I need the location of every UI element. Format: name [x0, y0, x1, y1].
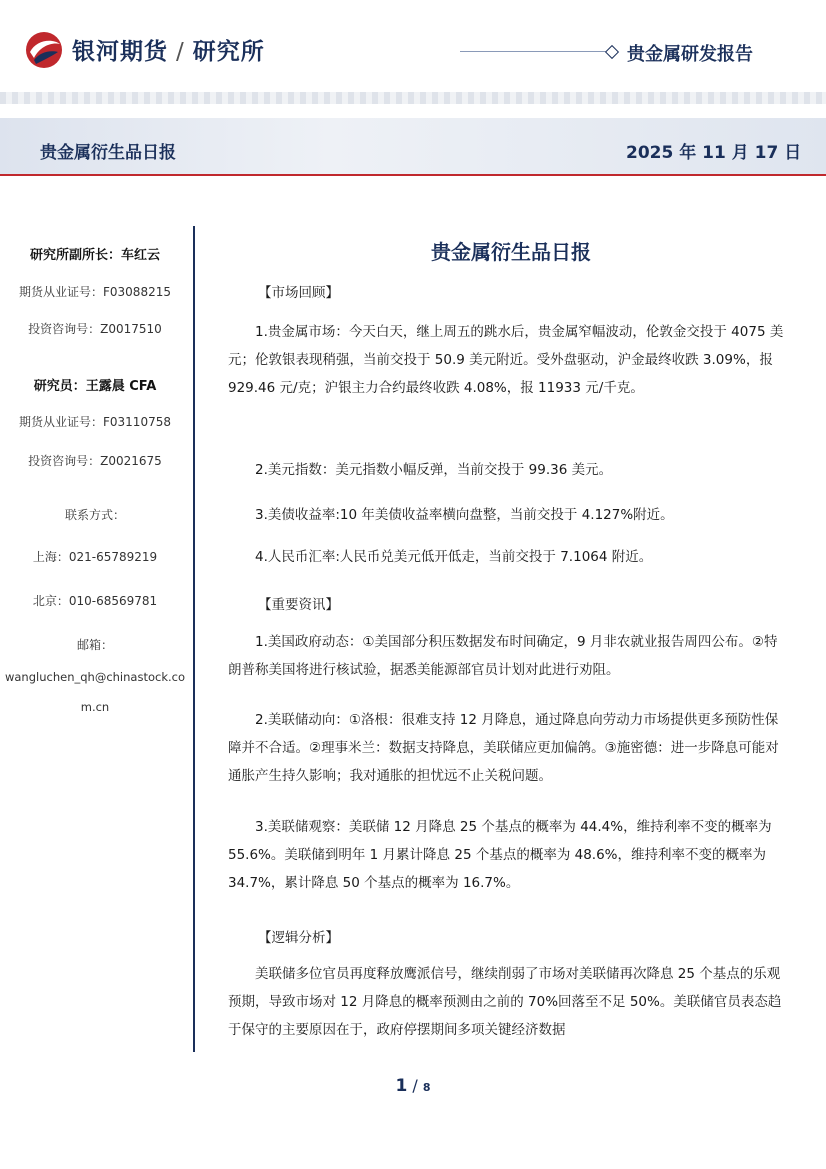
brand-name: 银河期货: [72, 39, 168, 65]
news-paragraph-1: 1.美国政府动态：①美国部分积压数据发布时间确定，9 月非农就业报告周四公布。②特朗普称美国将进行核试验，据悉美能源部官员计划对此进行劝阻。: [228, 634, 778, 678]
email-address-line2[interactable]: m.cn: [80, 700, 110, 714]
email-address-line1[interactable]: wangluchen_qh@chinastock.co: [4, 670, 185, 684]
section-heading-market-review: 【市场回顾】: [258, 285, 339, 301]
logic-paragraph-1: 美联储多位官员再度释放鹰派信号，继续削弱了市场对美联储再次降息 25 个基点的乐观预期，导致市场对 12 月降息的概率预测由之前的 70%回落至不足 50%。美联储官员表态趋于保守的主要原因在于，政府停摆期间多项关键经济数据: [228, 966, 782, 1038]
researcher-license: 期货从业证号：F03110758: [19, 415, 171, 429]
report-type-label: 贵金属研发报告: [627, 44, 753, 65]
sidebar-divider: [193, 226, 195, 1052]
contact-label: 联系方式：: [64, 508, 125, 522]
deputy-license: 期货从业证号：F03088215: [19, 285, 171, 299]
brand-title: 银河期货 / 研究所: [72, 39, 265, 65]
page-number: [0, 1076, 826, 1096]
page-total: 8: [422, 1081, 431, 1094]
division-name: 研究所: [192, 39, 265, 65]
market-paragraph-1: 1.贵金属市场：今天白天，继上周五的跳水后，贵金属窄幅波动，伦敦金交投于 4075 美元；伦敦银表现稍强，当前交投于 50.9 美元附近。受外盘驱动，沪金最终收跌 3.09%，报 929.46 元/克；沪银主力合约最终收跌 4.08%，报 11933 元/千克。: [228, 324, 784, 396]
band-report-title: 贵金属衍生品日报: [40, 143, 176, 163]
page-title: 贵金属衍生品日报: [431, 240, 591, 264]
deputy-director: 研究所副所长：车红云: [29, 248, 160, 263]
shanghai-phone: 上海：021-65789219: [32, 550, 158, 564]
section-heading-important-news: 【重要资讯】: [258, 597, 339, 613]
news-paragraph-3: 3.美联储观察：美联储 12 月降息 25 个基点的概率为 44.4%，维持利率不变的概率为 55.6%。美联储到明年 1 月累计降息 25 个基点的概率为 48.6%，维持利率不变的概率为 34.7%，累计降息 50 个基点的概率为 16.7%。: [228, 819, 772, 891]
page-current: 1: [395, 1076, 408, 1096]
header-stripe-band: [0, 92, 826, 104]
beijing-phone: 北京：010-68569781: [32, 594, 158, 608]
galaxy-futures-logo-icon: [24, 30, 64, 70]
header-diamond-icon: [605, 45, 619, 59]
page-separator: /: [412, 1076, 418, 1095]
email-label: 邮箱：: [76, 638, 113, 652]
deputy-consult-number: 投资咨询号：Z0017510: [28, 322, 162, 336]
market-paragraph-2: 2.美元指数：美元指数小幅反弹，当前交投于 99.36 美元。: [255, 462, 613, 478]
report-date: 2025 年 11 月 17 日: [626, 143, 802, 163]
title-band-underline: [0, 174, 826, 176]
researcher-name: 研究员：王露晨 CFA: [33, 379, 157, 394]
market-paragraph-3: 3.美债收益率:10 年美债收益率横向盘整，当前交投于 4.127%附近。: [255, 507, 674, 523]
section-heading-logic-analysis: 【逻辑分析】: [258, 930, 339, 946]
news-paragraph-2: 2.美联储动向：①洛根：很难支持 12 月降息，通过降息向劳动力市场提供更多预防性保障并不合适。②理事米兰：数据支持降息，美联储应更加偏鸽。③施密德：进一步降息可能对通胀产生持久影响；我对通胀的担忧远不止关税问题。: [228, 712, 779, 784]
researcher-consult-number: 投资咨询号：Z0021675: [28, 454, 162, 468]
header-rule: [460, 51, 610, 52]
market-paragraph-4: 4.人民币汇率:人民币兑美元低开低走，当前交投于 7.1064 附近。: [255, 549, 653, 565]
